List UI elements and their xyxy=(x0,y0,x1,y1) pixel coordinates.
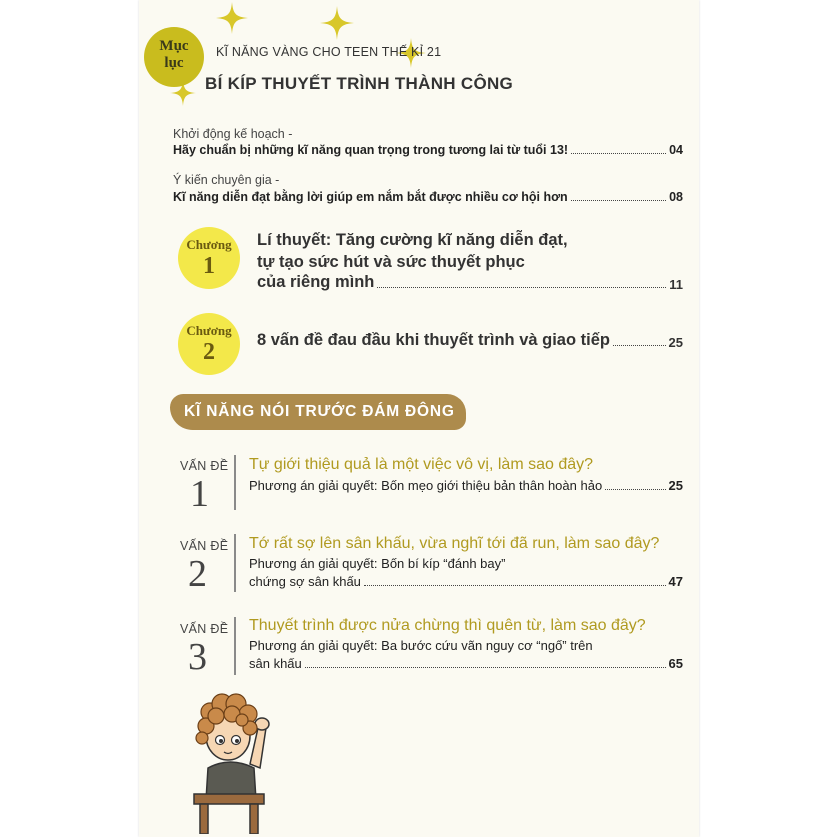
dot-leader xyxy=(364,585,666,586)
chapter-number: 2 xyxy=(203,339,215,365)
chapter-title-line: của riêng mình xyxy=(257,273,375,291)
answer-text: sân khấu xyxy=(249,656,302,671)
dot-leader xyxy=(571,200,666,201)
page-number: 25 xyxy=(668,478,683,493)
problem-label: VẤN ĐỀ xyxy=(180,459,229,473)
answer-text: Phương án giải quyết: Ba bước cứu vãn nguy cơ “ngố” trên xyxy=(249,638,593,653)
series-title: KĨ NĂNG VÀNG CHO TEEN THẾ KỈ 21 xyxy=(216,45,442,59)
toc-entry[interactable] xyxy=(173,190,683,204)
page-number: 04 xyxy=(669,143,683,157)
sparkle-star-icon xyxy=(320,6,354,40)
chapter-number: 1 xyxy=(203,253,215,279)
student-raising-hand-illustration xyxy=(180,676,280,834)
book-title: BÍ KÍP THUYẾT TRÌNH THÀNH CÔNG xyxy=(205,74,514,93)
dot-leader xyxy=(613,345,666,346)
problem-answer[interactable] xyxy=(249,574,683,589)
dot-leader xyxy=(605,489,665,490)
page-number: 08 xyxy=(669,190,683,204)
chapter-title-line: 8 vấn đề đau đầu khi thuyết trình và giao tiếp xyxy=(257,331,610,349)
toc-entry-text: Kĩ năng diễn đạt bằng lời giúp em nắm bắt được nhiều cơ hội hơn xyxy=(173,190,568,204)
chapter-word: Chương xyxy=(186,237,232,252)
intro-label: Ý kiến chuyên gia - xyxy=(173,173,280,187)
section-banner: KĨ NĂNG NÓI TRƯỚC ĐÁM ĐÔNG xyxy=(170,394,466,430)
divider xyxy=(234,617,236,675)
dot-leader xyxy=(377,287,666,288)
problem-number: 1 xyxy=(190,473,209,515)
badge-line-2: lục xyxy=(164,55,184,71)
toc-entry-text: Hãy chuẩn bị những kĩ năng quan trọng trong tương lai từ tuổi 13! xyxy=(173,143,569,157)
problem-label: VẤN ĐỀ xyxy=(180,539,229,553)
answer-text: Phương án giải quyết: Bốn mẹo giới thiệu bản thân hoàn hảo xyxy=(249,478,603,493)
badge-line-1: Mục xyxy=(159,38,189,54)
chapter-badge xyxy=(178,313,240,375)
problem-answer[interactable] xyxy=(249,478,683,493)
sparkle-star-icon xyxy=(216,2,248,34)
problem-question[interactable]: Tớ rất sợ lên sân khấu, vừa nghĩ tới đã run, làm sao đây? xyxy=(249,535,660,552)
divider xyxy=(234,534,236,592)
divider xyxy=(234,455,236,510)
answer-text: chứng sợ sân khấu xyxy=(249,574,361,589)
problem-question[interactable]: Tự giới thiệu quả là một việc vô vị, làm sao đây? xyxy=(249,456,594,473)
chapter-entry[interactable] xyxy=(257,331,683,350)
dot-leader xyxy=(571,153,666,154)
page-number: 47 xyxy=(668,574,683,589)
chapter-entry[interactable] xyxy=(257,273,683,292)
problem-answer[interactable] xyxy=(249,656,683,671)
dot-leader xyxy=(305,667,666,668)
problem-number: 2 xyxy=(188,553,207,595)
chapter-title-line: Lí thuyết: Tăng cường kĩ năng diễn đạt, xyxy=(257,231,568,249)
problem-label: VẤN ĐỀ xyxy=(180,622,229,636)
problem-question[interactable]: Thuyết trình được nửa chừng thì quên từ, làm sao đây? xyxy=(249,617,646,634)
intro-label: Khởi động kế hoạch - xyxy=(173,127,293,141)
table-of-contents-badge xyxy=(144,27,204,87)
chapter-word: Chương xyxy=(186,323,232,338)
chapter-title-line: tự tạo sức hút và sức thuyết phục xyxy=(257,253,525,271)
answer-text: Phương án giải quyết: Bốn bí kíp “đánh bay” xyxy=(249,556,506,571)
page-number: 11 xyxy=(669,277,683,292)
page-number: 65 xyxy=(668,656,683,671)
chapter-badge xyxy=(178,227,240,289)
page-number: 25 xyxy=(668,335,683,350)
problem-number: 3 xyxy=(188,636,207,678)
toc-entry[interactable] xyxy=(173,143,683,157)
